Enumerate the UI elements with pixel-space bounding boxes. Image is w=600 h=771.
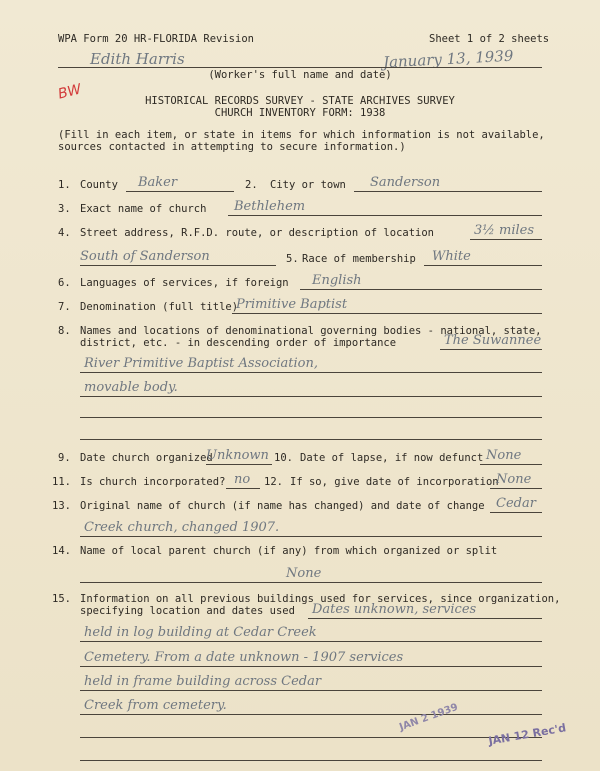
item-4-label: Street address, R.F.D. route, or description of location [80, 227, 435, 239]
item-15-line-3 [80, 666, 542, 667]
item-12-value: None [496, 472, 532, 487]
item-6-number: 6. [58, 277, 71, 289]
item-4-line [470, 239, 542, 240]
item-8-value-3: movable body. [84, 380, 178, 395]
item-7-value: Primitive Baptist [236, 297, 348, 312]
item-10-number: 10. [274, 452, 293, 464]
item-8-value: The Suwannee [444, 333, 542, 348]
item-1-value: Baker [138, 175, 178, 190]
item-8-label-2: district, etc. - in descending order of importance [80, 337, 397, 349]
item-4-line-2 [80, 265, 276, 266]
item-13-number: 13. [52, 500, 71, 512]
worker-name: Edith Harris [90, 50, 185, 68]
item-10-value: None [486, 448, 522, 463]
form-title: CHURCH INVENTORY FORM: 1938 [214, 107, 386, 119]
item-15-value: Dates unknown, services [312, 602, 477, 617]
item-8-number: 8. [58, 325, 71, 337]
item-1-label: County [80, 179, 118, 191]
item-3-label: Exact name of church [80, 203, 207, 215]
item-11-value: no [234, 472, 251, 487]
reviewer-mark: BW [56, 81, 84, 103]
item-4-value-continued: South of Sanderson [80, 249, 210, 264]
item-4-value: 3½ miles [474, 223, 535, 238]
instructions-line-2: sources contacted in attempting to secure information.) [58, 141, 406, 153]
item-13-value-2: Creek church, changed 1907. [84, 520, 280, 535]
item-1-line [126, 191, 234, 192]
item-11-label: Is church incorporated? [80, 476, 226, 488]
item-14-number: 14. [52, 545, 71, 557]
instructions-line-1: (Fill in each item, or state in items for which information is not available, [58, 129, 545, 141]
item-7-label: Denomination (full title) [80, 301, 239, 313]
item-3-number: 3. [58, 203, 71, 215]
item-15-line-5 [80, 714, 542, 715]
item-8-line-2 [80, 372, 542, 373]
item-3-line [228, 215, 542, 216]
item-10-line [480, 464, 542, 465]
item-15-line-1 [308, 618, 542, 619]
item-5-value: White [432, 249, 471, 264]
item-8-line-1 [440, 349, 542, 350]
received-stamp-2: JAN 12 Rec'd [487, 721, 568, 748]
item-8-label-1: Names and locations of denominational governing bodies - national, state, [80, 325, 542, 337]
item-15-number: 15. [52, 593, 71, 605]
item-11-line [226, 488, 260, 489]
item-9-label: Date church organized [80, 452, 213, 464]
item-5-line [424, 265, 542, 266]
item-14-value: None [286, 566, 322, 581]
item-15-label-1: Information on all previous buildings used for services, since organization, [80, 593, 561, 605]
item-8-line-4 [80, 417, 542, 418]
item-2-value: Sanderson [370, 175, 441, 190]
item-10-label: Date of lapse, if now defunct [300, 452, 484, 464]
item-7-line [232, 313, 542, 314]
item-2-line [354, 191, 542, 192]
item-11-number: 11. [52, 476, 71, 488]
worker-caption: (Worker's full name and date) [208, 69, 392, 81]
item-13-line-1 [490, 512, 542, 513]
item-8-line-3 [80, 396, 542, 397]
item-4-number: 4. [58, 227, 71, 239]
item-15-line-2 [80, 641, 542, 642]
item-6-value: English [312, 273, 362, 288]
sheet-count: Sheet 1 of 2 sheets [429, 33, 550, 45]
item-8-line-5 [80, 439, 542, 440]
item-15-label-2: specifying location and dates used [80, 605, 295, 617]
item-15-line-6 [80, 737, 542, 738]
item-6-label: Languages of services, if foreign [80, 277, 289, 289]
survey-title: HISTORICAL RECORDS SURVEY - STATE ARCHIVES SURVEY [145, 95, 455, 107]
received-stamp: JAN 2 1939 [397, 701, 460, 734]
item-15-value-2: held in log building at Cedar Creek [84, 625, 317, 640]
item-14-label: Name of local parent church (if any) from which organized or split [80, 545, 498, 557]
item-8-value-2: River Primitive Baptist Association, [84, 356, 318, 371]
item-5-number: 5. [286, 253, 299, 265]
item-9-value: Unknown [206, 448, 269, 463]
item-15-value-4: held in frame building across Cedar [84, 674, 322, 689]
item-13-label: Original name of church (if name has changed) and date of change [80, 500, 485, 512]
item-5-label: Race of membership [302, 253, 416, 265]
item-15-value-3: Cemetery. From a date unknown - 1907 services [84, 650, 404, 665]
item-15-value-5: Creek from cemetery. [84, 698, 227, 713]
item-12-number: 12. [264, 476, 283, 488]
item-13-value: Cedar [496, 496, 536, 511]
item-1-number: 1. [58, 179, 71, 191]
item-14-line [80, 582, 542, 583]
item-7-number: 7. [58, 301, 71, 313]
form-id: WPA Form 20 HR-FLORIDA Revision [58, 33, 254, 45]
item-3-value: Bethlehem [234, 199, 306, 214]
item-2-label: City or town [270, 179, 346, 191]
item-6-line [300, 289, 542, 290]
item-12-line [490, 488, 542, 489]
worker-line [58, 67, 542, 68]
item-13-line-2 [80, 536, 542, 537]
item-15-line-4 [80, 690, 542, 691]
item-12-label: If so, give date of incorporation [290, 476, 499, 488]
item-2-number: 2. [245, 179, 258, 191]
item-9-line [206, 464, 272, 465]
item-15-line-7 [80, 760, 542, 761]
item-9-number: 9. [58, 452, 71, 464]
worker-date: January 13, 1939 [382, 46, 514, 72]
